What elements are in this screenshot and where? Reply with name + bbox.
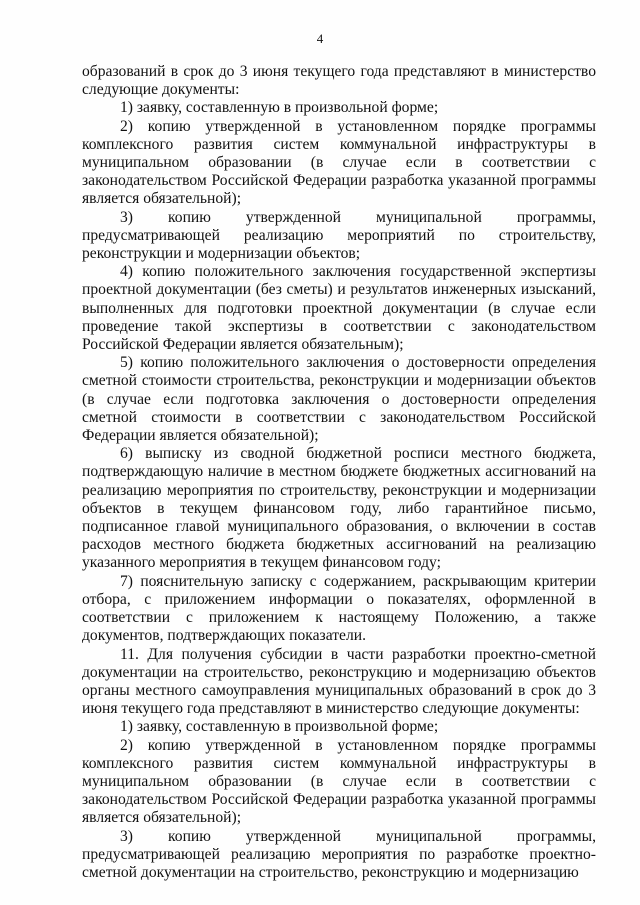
list-item-1-application: 1) заявку, составленную в произвольной форме; bbox=[120, 99, 439, 117]
list-item-5-cost-estimate: 5) копию положительного заключения о достоверности определения сметной стоимости строительства, реконструкции и модернизации объектов (в случае если подготовка заключения о достоверности определения сметной стоимости в соответствии с законодательством Российской Федерации является обязательной); bbox=[82, 354, 596, 445]
clause-11-item-1: 1) заявку, составленную в произвольной форме; bbox=[120, 718, 439, 736]
list-item-6-budget-extract: 6) выписку из сводной бюджетной росписи местного бюджета, подтверждающую наличие в местном бюджете бюджетных ассигнований на реализацию мероприятия по строительству, реконструкции и модернизации объектов в текущем финансовом году, либо гарантийное письмо, подписанное главой муниципального образования, о включении в состав расходов местного бюджета бюджетных ассигнований на реализацию указанного мероприятия в текущем финансовом году; bbox=[82, 445, 596, 572]
list-item-2-infrastructure-program: 2) копию утвержденной в установленном порядке программы комплексного развития систем коммунальной инфраструктуры в муниципальном образовании (в случае если в соответствии с законодательством Российской Федерации разработка указанной программы является обязательной); bbox=[82, 117, 596, 208]
clause-11-item-2: 2) копию утвержденной в установленном порядке программы комплексного развития систем коммунальной инфраструктуры в муниципальном образовании (в случае если в соответствии с законодательством Российской Федерации разработка указанной программы является обязательной); bbox=[82, 736, 596, 827]
paragraph-continuation: образований в срок до 3 июня текущего года представляют в министерство следующие документы: bbox=[82, 63, 596, 99]
list-item-4-state-expertise: 4) копию положительного заключения государственной экспертизы проектной документации (без сметы) и результатов инженерных изысканий, выполненных для подготовки проектной документации (в случае если проведение такой экспертизы в соответствии с законодательством Российской Федерации является обязательным); bbox=[82, 263, 596, 354]
list-item-3-municipal-program: 3) копию утвержденной муниципальной программы, предусматривающей реализацию мероприятий по строительству, реконструкции и модернизации объектов; bbox=[82, 208, 596, 263]
clause-11-heading: 11. Для получения субсидии в части разработки проектно-сметной документации на строительство, реконструкцию и модернизацию объектов органы местного самоуправления муниципальных образований в срок до 3 июня текущего года представляют в министерство следующие документы: bbox=[82, 645, 596, 718]
page-number: 4 bbox=[316, 31, 324, 46]
clause-11-item-3: 3) копию утвержденной муниципальной программы, предусматривающей реализацию мероприятия по разработке проектно-сметной документации на строительство, реконструкцию и модернизацию bbox=[82, 827, 596, 881]
list-item-7-explanatory-note: 7) пояснительную записку с содержанием, раскрывающим критерии отбора, с приложением информации о показателях, оформленной в соответствии с приложением к настоящему Положению, а также документов, подтверждающих показатели. bbox=[82, 572, 596, 645]
document-body bbox=[82, 63, 596, 882]
